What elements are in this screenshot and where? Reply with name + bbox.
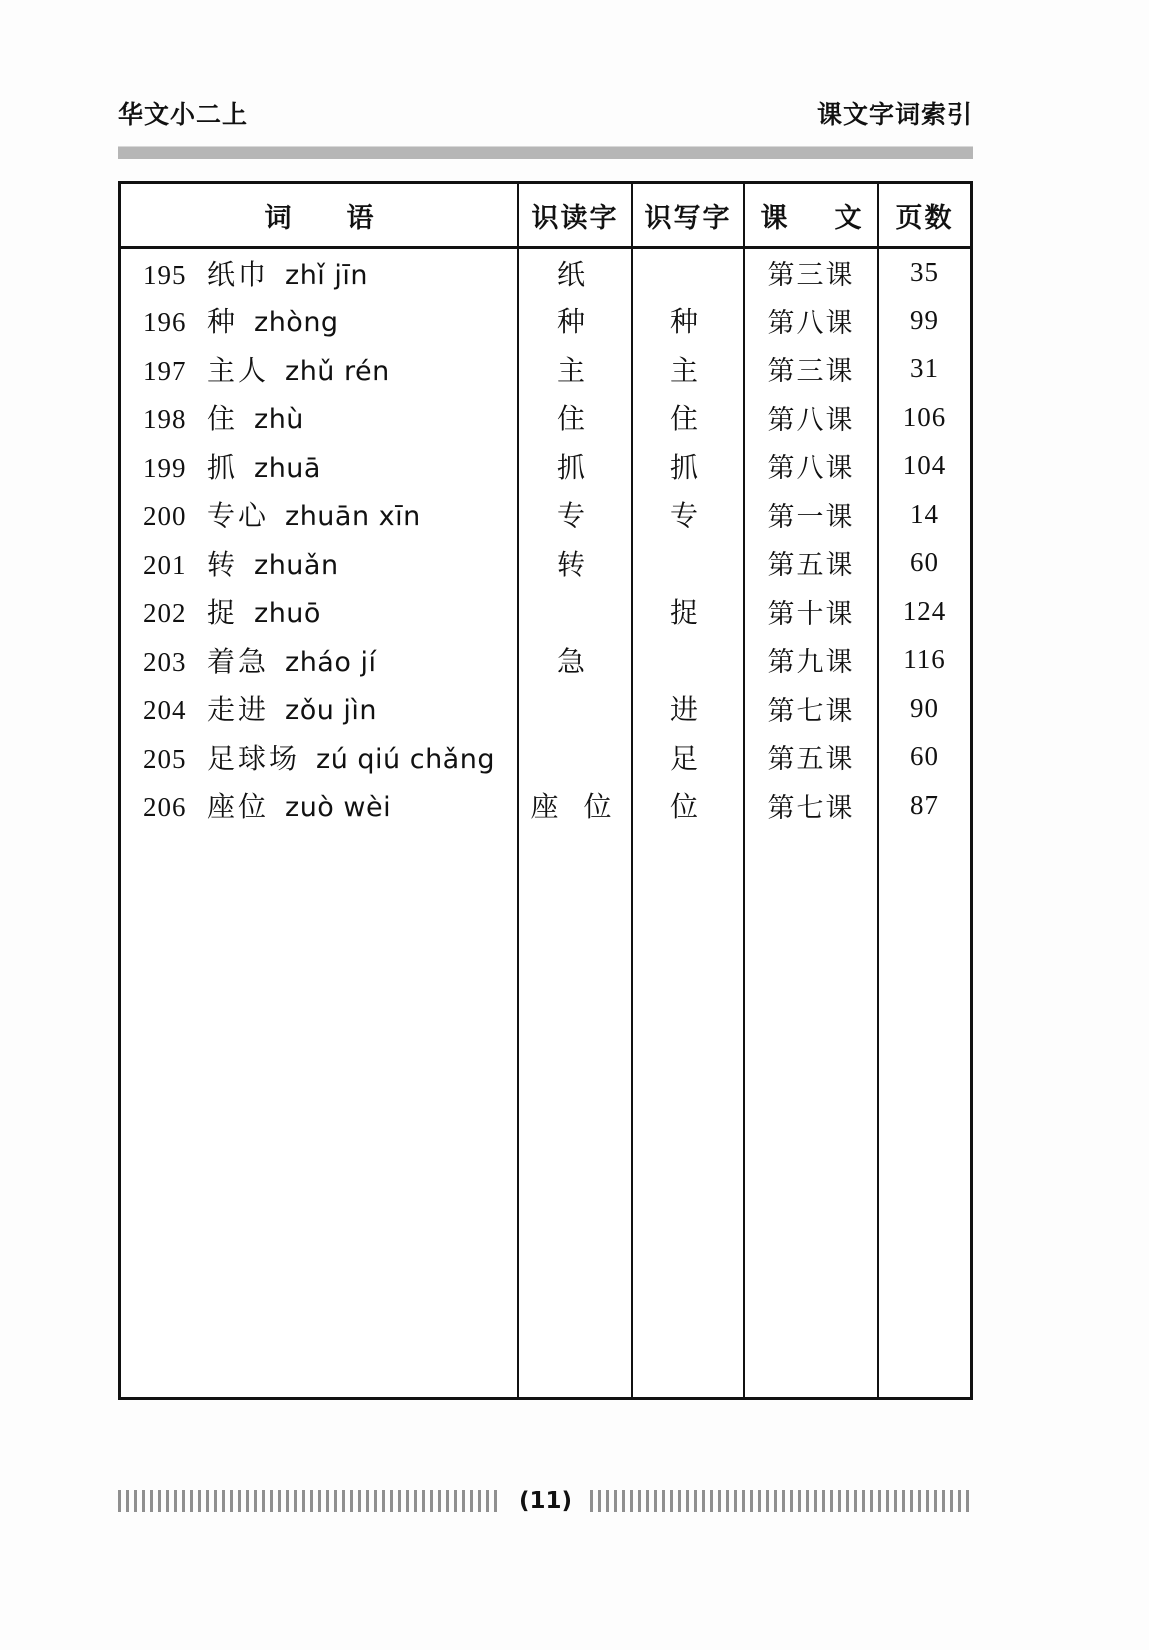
cell-write-char: 住: [632, 393, 744, 442]
cell-lesson: 第十课: [744, 587, 878, 636]
cell-page: 87: [878, 781, 970, 830]
entry-pinyin: zhù: [254, 404, 304, 436]
table-row: [121, 539, 970, 588]
entry-number: 202: [143, 598, 187, 629]
cell-word: [121, 345, 518, 394]
table-row: [121, 345, 970, 394]
entry-pinyin: zhuā: [254, 452, 321, 484]
entry-number: 205: [143, 743, 187, 774]
entry-pinyin: zǒu jìn: [285, 695, 378, 727]
entry-hanzi: 纸巾: [207, 257, 270, 291]
table-row: [121, 490, 970, 539]
table-row: [121, 733, 970, 782]
table-empty-space: [121, 830, 970, 1398]
cell-write-char: 种: [632, 296, 744, 345]
cell-read-char: 抓: [518, 442, 632, 491]
cell-lesson: 第七课: [744, 684, 878, 733]
page-number: (11): [518, 1488, 573, 1514]
entry-hanzi: 着急: [207, 644, 270, 678]
table-row: [121, 393, 970, 442]
cell-read-char: 主: [518, 345, 632, 394]
cell-page: 60: [878, 733, 970, 782]
entry-pinyin: zháo jí: [285, 646, 377, 678]
cell-word: [121, 733, 518, 782]
cell-page: 14: [878, 490, 970, 539]
column-header-read-char: 识读字: [518, 184, 632, 248]
cell-read-char: [518, 587, 632, 636]
table-row: [121, 781, 970, 830]
entry-number: 197: [143, 355, 187, 386]
cell-write-char: [632, 248, 744, 297]
cell-lesson: 第三课: [744, 345, 878, 394]
entry-number: 201: [143, 549, 187, 580]
cell-write-char: 进: [632, 684, 744, 733]
book-title: 华文小二上: [118, 100, 249, 129]
cell-word: [121, 587, 518, 636]
vocabulary-index-table: [118, 181, 973, 1400]
cell-page: 90: [878, 684, 970, 733]
cell-word: [121, 781, 518, 830]
entry-number: 206: [143, 792, 187, 823]
cell-page: 124: [878, 587, 970, 636]
page-footer: [118, 1488, 973, 1514]
cell-write-char: 捉: [632, 587, 744, 636]
header-rule-bar: [118, 146, 973, 159]
cell-read-char: 纸: [518, 248, 632, 297]
entry-number: 195: [143, 259, 187, 290]
entry-hanzi: 捉: [207, 596, 239, 630]
cell-empty: [878, 830, 970, 1398]
entry-number: 200: [143, 501, 187, 532]
entry-pinyin: zhuō: [254, 598, 321, 630]
cell-read-char: 种: [518, 296, 632, 345]
cell-lesson: 第八课: [744, 442, 878, 491]
cell-empty: [744, 830, 878, 1398]
column-header-lesson: 课 文: [744, 184, 878, 248]
cell-word: [121, 684, 518, 733]
cell-lesson: 第七课: [744, 781, 878, 830]
table-header-row: [121, 184, 970, 248]
cell-write-char: 位: [632, 781, 744, 830]
column-header-word: 词 语: [121, 184, 518, 248]
cell-lesson: 第五课: [744, 539, 878, 588]
cell-lesson: 第九课: [744, 636, 878, 685]
entry-pinyin: zú qiú chǎng: [316, 743, 495, 775]
entry-number: 203: [143, 646, 187, 677]
column-header-page: 页数: [878, 184, 970, 248]
cell-read-char: 转: [518, 539, 632, 588]
cell-read-char: 专: [518, 490, 632, 539]
entry-hanzi: 转: [207, 547, 239, 581]
cell-empty: [518, 830, 632, 1398]
cell-write-char: 专: [632, 490, 744, 539]
cell-read-char: [518, 684, 632, 733]
cell-word: [121, 248, 518, 297]
footer-dotted-rule-left: [118, 1490, 501, 1512]
cell-read-char: 住: [518, 393, 632, 442]
cell-word: [121, 636, 518, 685]
running-head: [118, 92, 973, 134]
entry-pinyin: zuò wèi: [285, 792, 392, 824]
cell-word: [121, 393, 518, 442]
cell-lesson: 第八课: [744, 393, 878, 442]
table-row: [121, 587, 970, 636]
cell-word: [121, 442, 518, 491]
cell-page: 60: [878, 539, 970, 588]
entry-hanzi: 座位: [207, 790, 270, 824]
entry-pinyin: zhuān xīn: [285, 501, 421, 533]
entry-pinyin: zhǐ jīn: [285, 259, 368, 291]
cell-page: 104: [878, 442, 970, 491]
entry-pinyin: zhǔ rén: [285, 355, 390, 387]
entry-pinyin: zhuǎn: [254, 549, 339, 581]
cell-write-char: 足: [632, 733, 744, 782]
entry-number: 198: [143, 404, 187, 435]
cell-word: [121, 539, 518, 588]
footer-dotted-rule-right: [590, 1490, 973, 1512]
column-header-write-char: 识写字: [632, 184, 744, 248]
cell-page: 116: [878, 636, 970, 685]
table-row: [121, 684, 970, 733]
section-title: 课文字词索引: [816, 100, 973, 129]
cell-word: [121, 296, 518, 345]
cell-page: 35: [878, 248, 970, 297]
cell-write-char: 抓: [632, 442, 744, 491]
table-row: [121, 636, 970, 685]
cell-lesson: 第五课: [744, 733, 878, 782]
cell-word: [121, 490, 518, 539]
cell-write-char: [632, 539, 744, 588]
entry-hanzi: 种: [207, 305, 239, 339]
cell-page: 31: [878, 345, 970, 394]
entry-number: 196: [143, 307, 187, 338]
cell-page: 99: [878, 296, 970, 345]
table-row: [121, 442, 970, 491]
cell-page: 106: [878, 393, 970, 442]
table-row: [121, 296, 970, 345]
table-body: [121, 248, 970, 1398]
table-row: [121, 248, 970, 297]
cell-read-char: 急: [518, 636, 632, 685]
cell-empty: [632, 830, 744, 1398]
entry-hanzi: 专心: [207, 499, 270, 533]
cell-read-char: [518, 733, 632, 782]
entry-hanzi: 抓: [207, 450, 239, 484]
cell-lesson: 第三课: [744, 248, 878, 297]
entry-number: 199: [143, 452, 187, 483]
cell-read-char: 座 位: [518, 781, 632, 830]
cell-write-char: [632, 636, 744, 685]
entry-number: 204: [143, 695, 187, 726]
entry-hanzi: 住: [207, 402, 239, 436]
entry-hanzi: 主人: [207, 353, 270, 387]
entry-hanzi: 走进: [207, 693, 270, 727]
entry-pinyin: zhòng: [254, 307, 339, 339]
cell-lesson: 第一课: [744, 490, 878, 539]
entry-hanzi: 足球场: [207, 741, 301, 775]
cell-empty: [121, 830, 518, 1398]
cell-lesson: 第八课: [744, 296, 878, 345]
cell-write-char: 主: [632, 345, 744, 394]
